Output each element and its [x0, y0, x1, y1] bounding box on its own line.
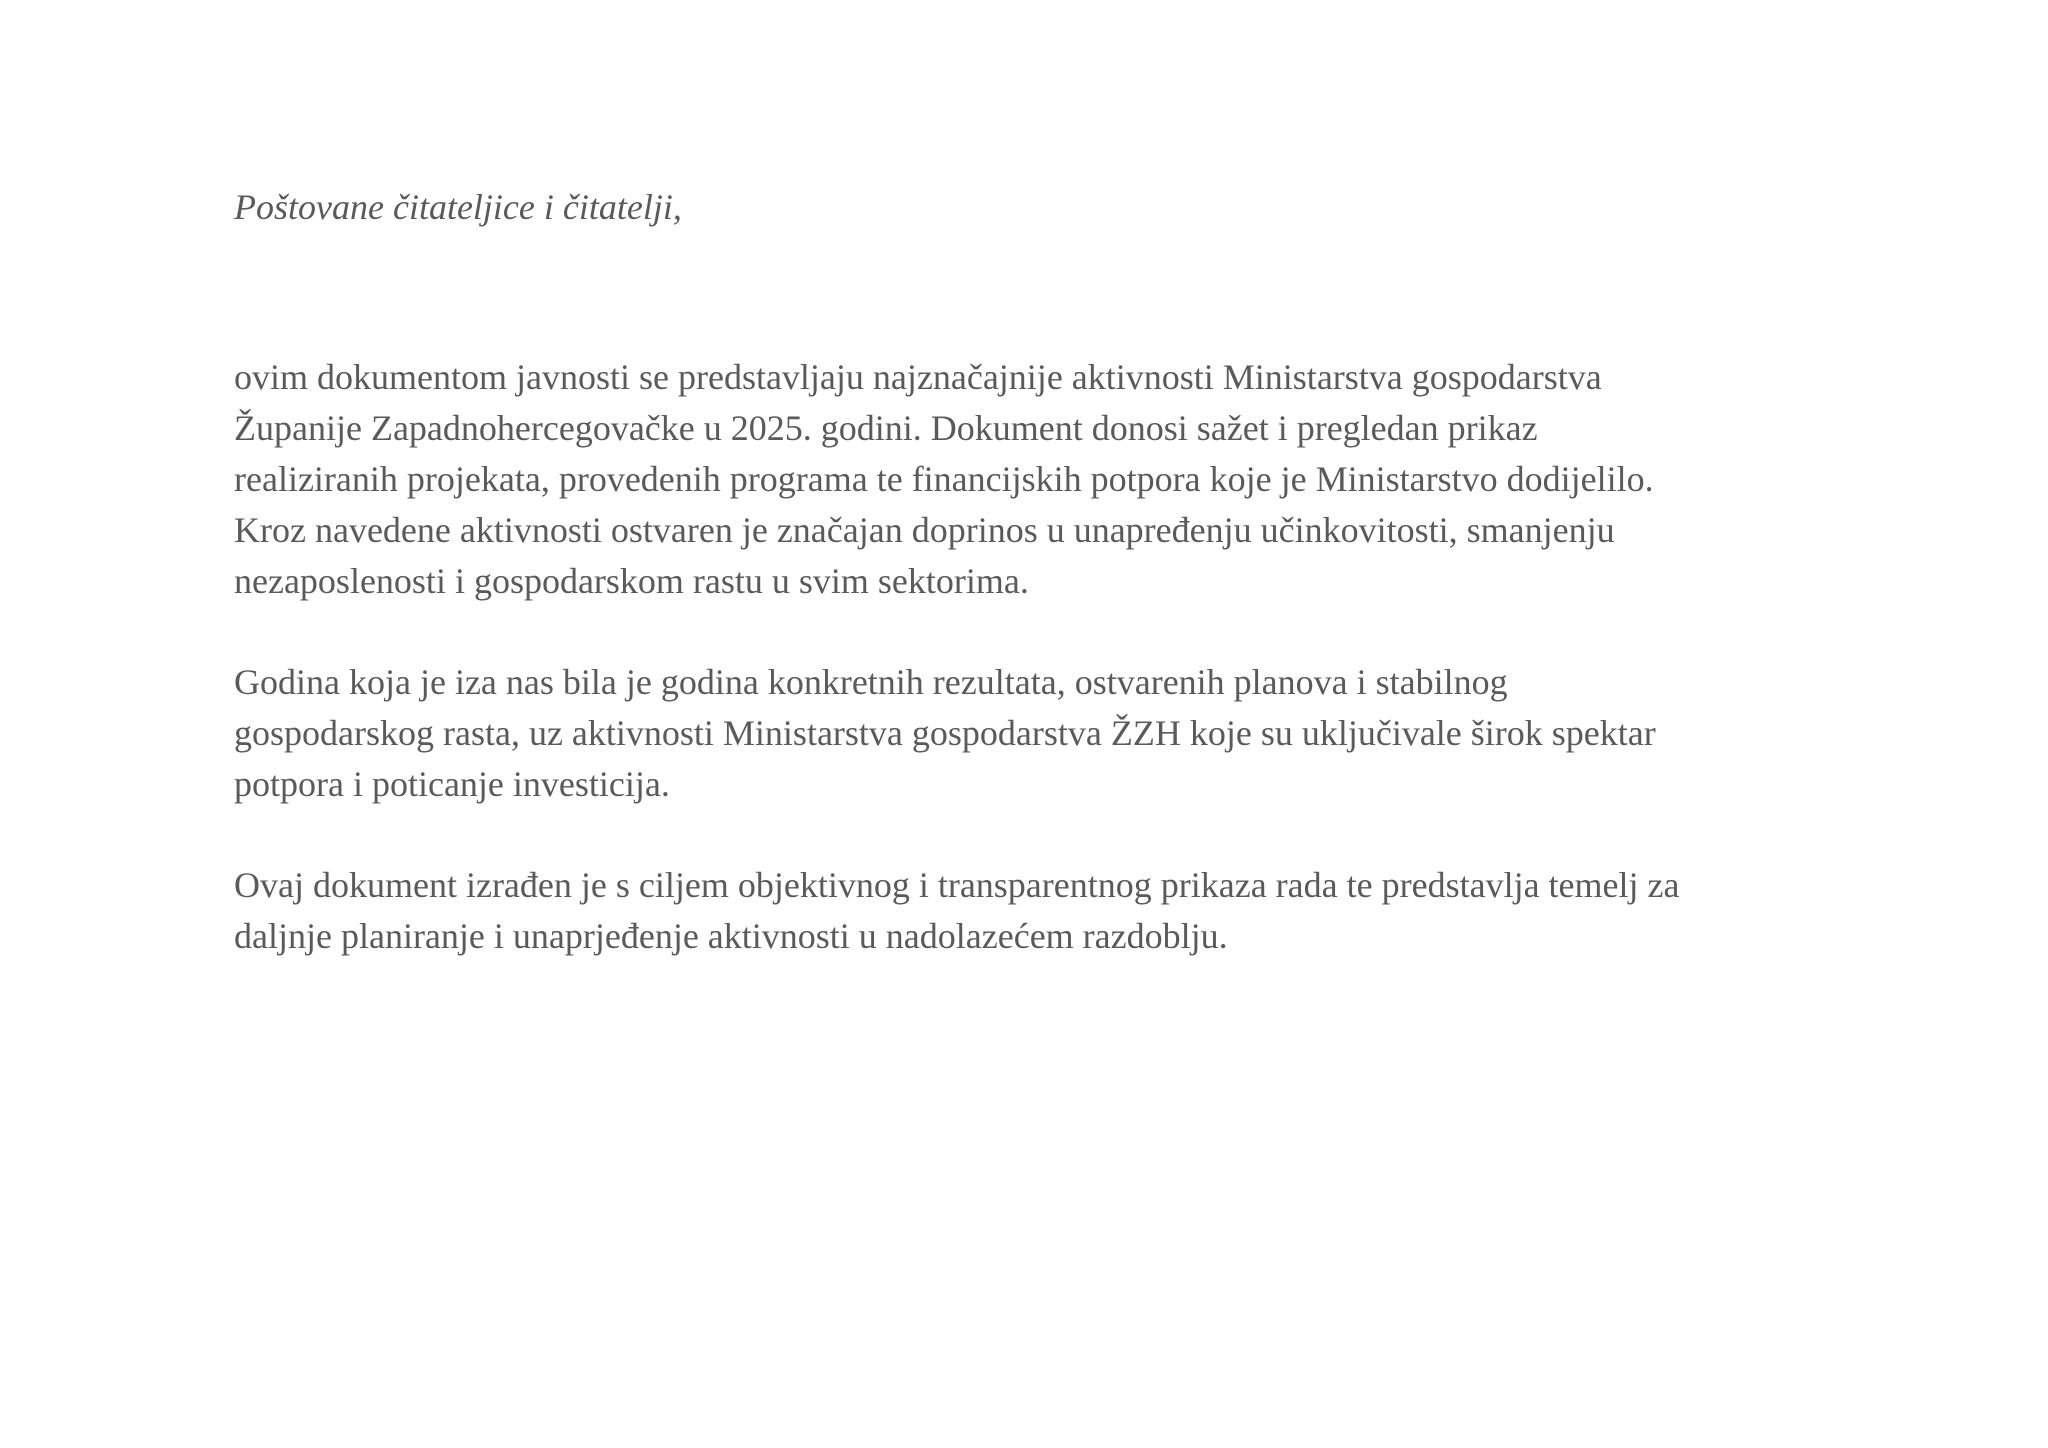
- paragraph-purpose: [234, 860, 1679, 962]
- text-line: Godina koja je iza nas bila je godina konkretnih rezultata, ostvarenih planova i stabilnog: [234, 662, 1508, 702]
- text-line: realiziranih projekata, provedenih programa te financijskih potpora koje je Ministarstvo dodijelilo.: [234, 459, 1654, 499]
- paragraph-intro: [234, 352, 1654, 607]
- text-line: Ovaj dokument izrađen je s ciljem objektivnog i transparentnog prikaza rada te predstavlja temelj za: [234, 865, 1680, 905]
- text-line: potpora i poticanje investicija.: [234, 764, 670, 804]
- salutation: Poštovane čitateljice i čitatelji,: [234, 187, 682, 227]
- text-line: ovim dokumentom javnosti se predstavljaju najznačajnije aktivnosti Ministarstva gospodarstva: [234, 357, 1602, 397]
- text-line: nezaposlenosti i gospodarskom rastu u svim sektorima.: [234, 561, 1029, 601]
- text-line: daljnje planiranje i unaprjeđenje aktivnosti u nadolazećem razdoblju.: [234, 916, 1228, 956]
- paragraph-year-review: [234, 657, 1656, 810]
- text-line: Kroz navedene aktivnosti ostvaren je značajan doprinos u unapređenju učinkovitosti, smanjenju: [234, 510, 1615, 550]
- text-line: gospodarskog rasta, uz aktivnosti Ministarstva gospodarstva ŽZH koje su uključivale širok spektar: [234, 713, 1656, 753]
- text-line: Županije Zapadnohercegovačke u 2025. godini. Dokument donosi sažet i pregledan prikaz: [234, 408, 1538, 448]
